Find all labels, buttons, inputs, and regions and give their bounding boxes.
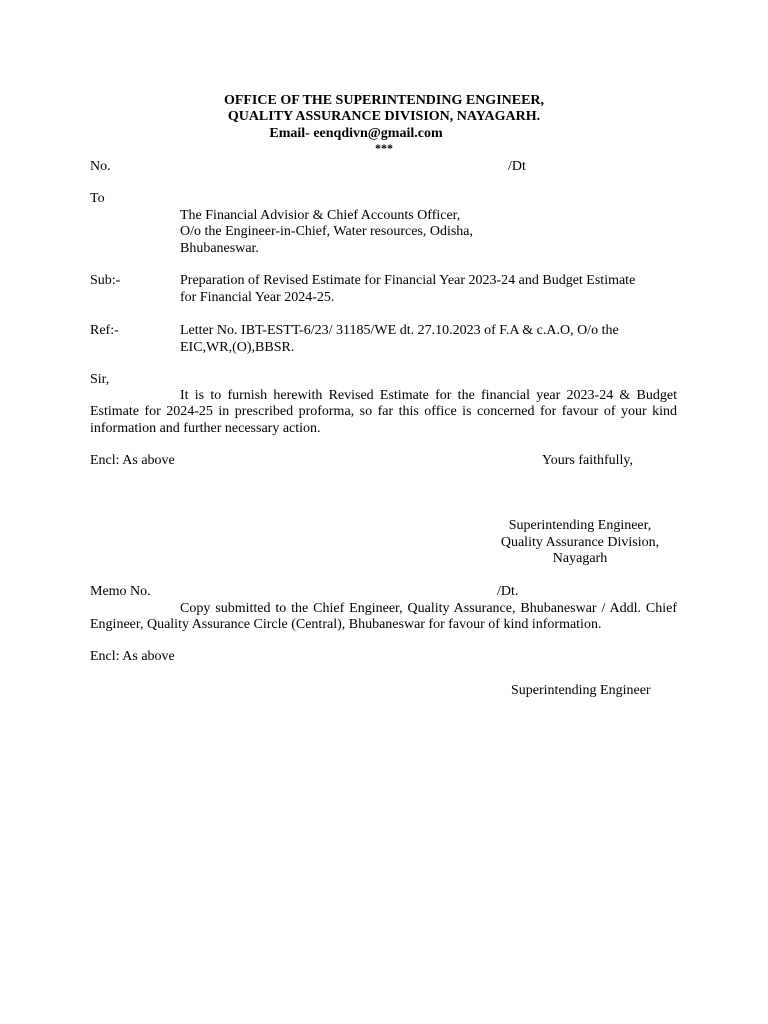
memo-enclosure-label: Encl: As above [90, 649, 175, 664]
email-line: Email- eenqdivn@gmail.com [269, 126, 443, 141]
addressee-line-1: The Financial Advisior & Chief Accounts Officer, [180, 208, 461, 223]
subject-line-1: Preparation of Revised Estimate for Financial Year 2023-24 and Budget Estimate [180, 273, 636, 288]
enclosure-label: Encl: As above [90, 453, 175, 468]
signature-line-1: Superintending Engineer, [508, 518, 652, 533]
salutation: Sir, [90, 372, 110, 387]
signature-line-2: Quality Assurance Division, [500, 535, 660, 550]
letter-number-label: No. [90, 159, 111, 174]
reference-line-1: Letter No. IBT-ESTT-6/23/ 31185/WE dt. 27.10.2023 of F.A & c.A.O, O/o the [180, 323, 619, 338]
memo-date-label: /Dt. [497, 584, 519, 599]
separator-stars: *** [375, 141, 393, 155]
division-title: QUALITY ASSURANCE DIVISION, NAYAGARH. [227, 109, 541, 124]
memo-number-label: Memo No. [90, 584, 151, 599]
reference-line-2: EIC,WR,(O),BBSR. [180, 340, 295, 355]
signature-line-3: Nayagarh [552, 551, 608, 566]
letter-date-label: /Dt [508, 159, 526, 174]
closing-text: Yours faithfully, [542, 453, 634, 468]
memo-paragraph: Copy submitted to the Chief Engineer, Quality Assurance, Bhubaneswar / Addl. Chief Engineer, Quality Assurance Circle (Central), Bhubaneswar for favour of kind information. [90, 601, 677, 633]
memo-signature: Superintending Engineer [511, 683, 651, 698]
subject-line-2: for Financial Year 2024-25. [180, 290, 335, 305]
to-label: To [90, 191, 105, 206]
addressee-line-3: Bhubaneswar. [180, 241, 259, 256]
reference-label: Ref:- [90, 323, 119, 338]
addressee-line-2: O/o the Engineer-in-Chief, Water resources, Odisha, [180, 224, 474, 239]
body-paragraph: It is to furnish herewith Revised Estimate for the financial year 2023-24 & Budget Estimate for 2024-25 in prescribed proforma, so far this office is concerned for favour of your kind information and further necessary action. [90, 388, 677, 436]
office-title: OFFICE OF THE SUPERINTENDING ENGINEER, [223, 93, 545, 108]
subject-label: Sub:- [90, 273, 121, 288]
